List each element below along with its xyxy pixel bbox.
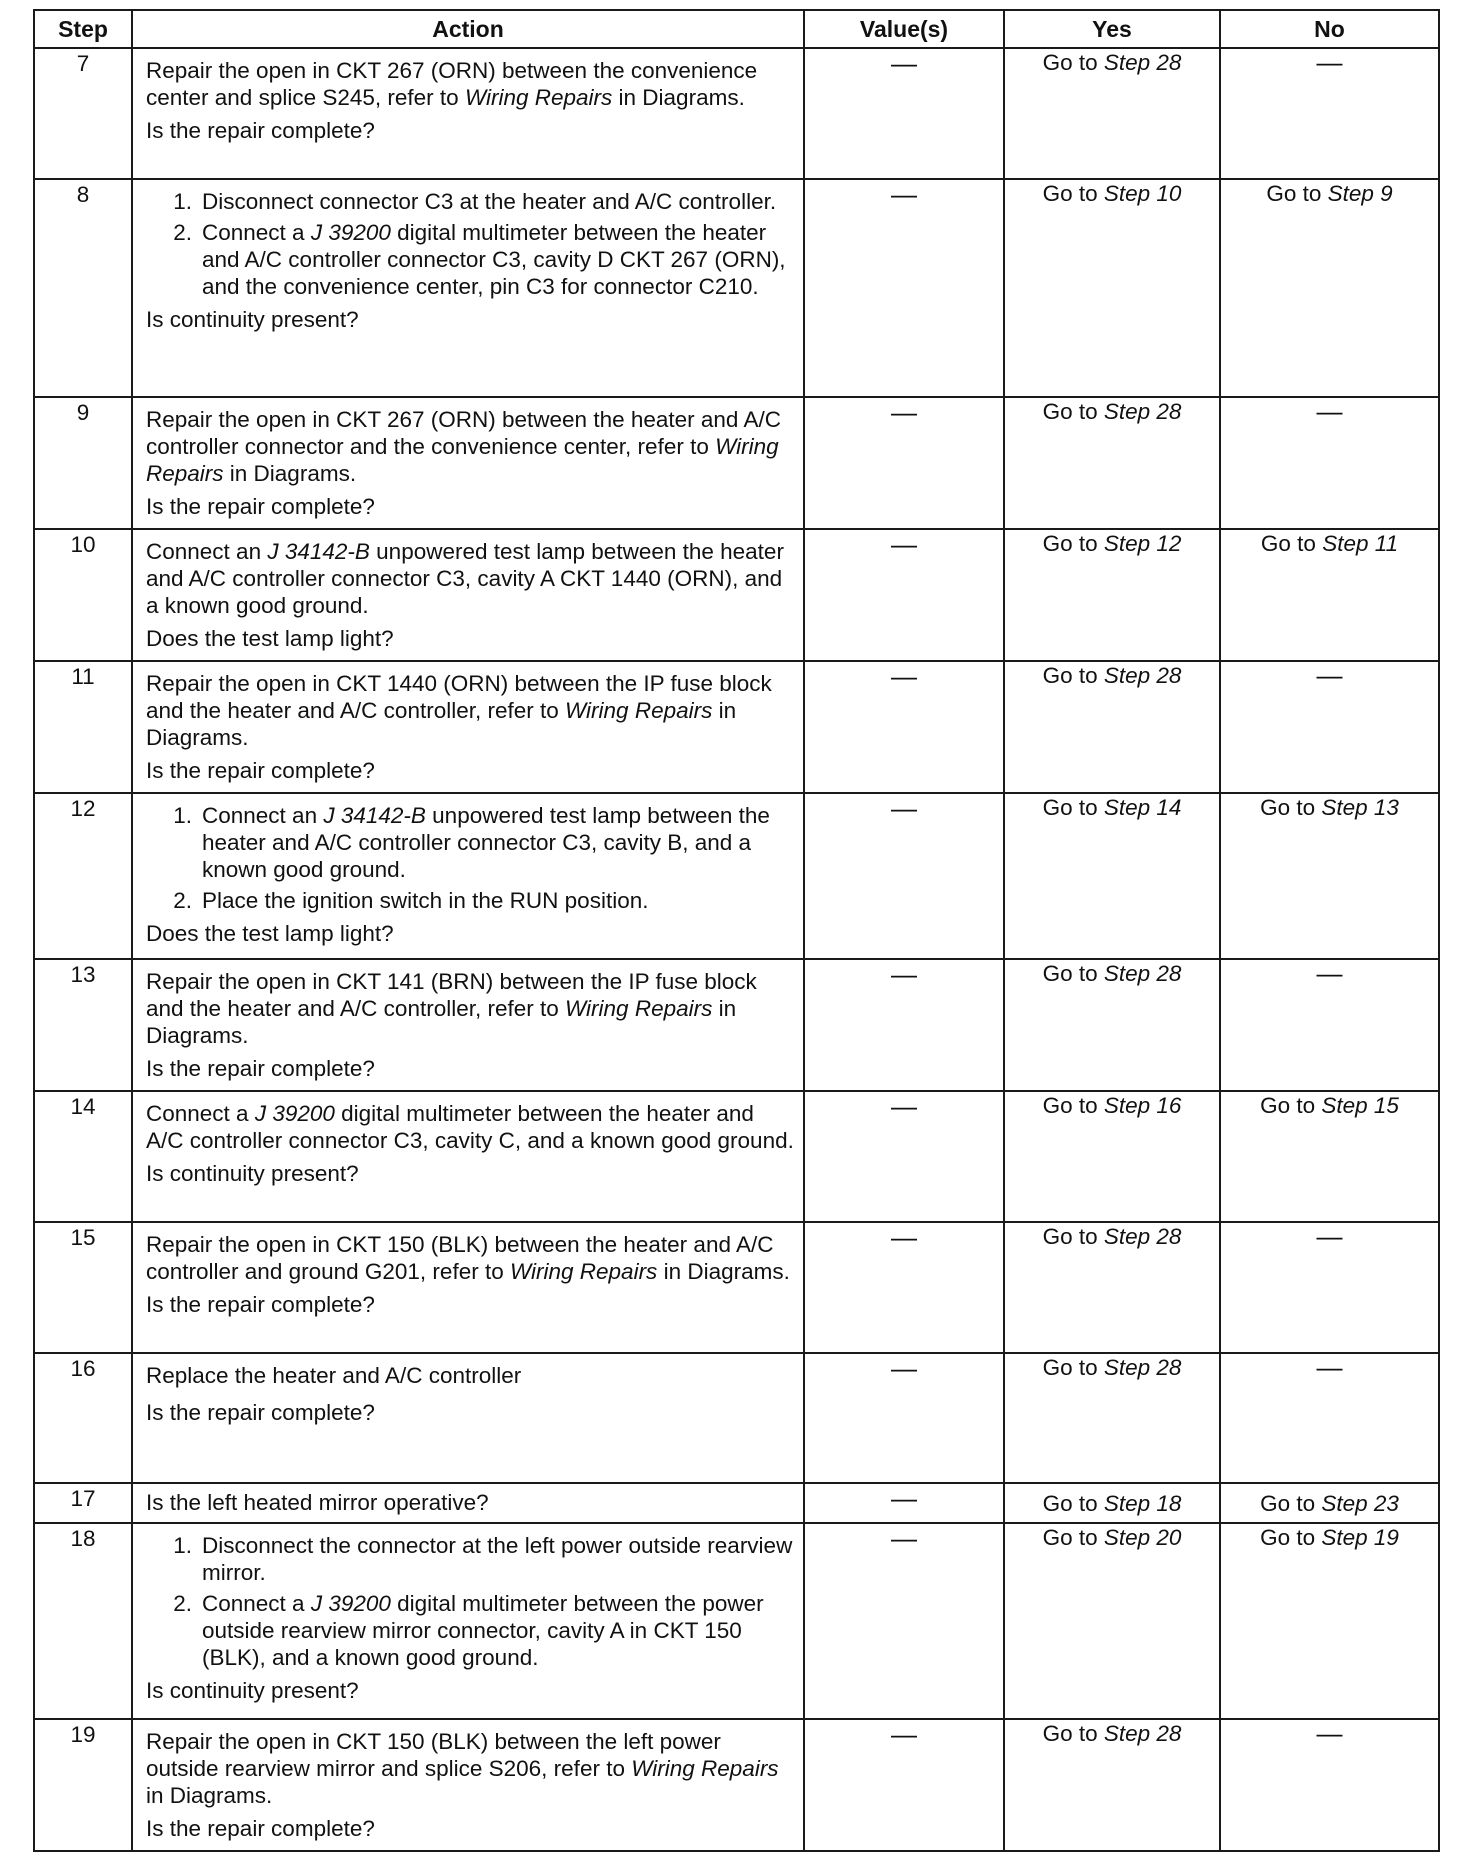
list-item: 1. Disconnect the connector at the left power outside rearview mirror. [173,1533,793,1585]
value-cell: — [804,529,1004,661]
action-question: Is continuity present? [146,1678,359,1703]
action-cell [132,1523,804,1719]
yes-cell [1004,959,1220,1091]
action-cell [132,1483,804,1523]
no-goto: Go to Step 13 [1260,795,1399,820]
value-cell: — [804,1353,1004,1483]
action-question: Is the repair complete? [146,1056,375,1081]
action-question: Is the repair complete? [146,118,375,143]
action-question: Is the repair complete? [146,758,375,783]
no-cell [1220,793,1439,959]
no-cell [1220,1719,1439,1851]
table-row [34,1523,1439,1719]
action-question: Is continuity present? [146,1161,359,1186]
value-cell: — [804,1523,1004,1719]
value-cell: — [804,1222,1004,1353]
action-cell [132,1091,804,1222]
action-text: Connect an J 34142-B unpowered test lamp between the heater and A/C controller connector C3, cavity A CKT 1440 (ORN), and a known good ground. [146,539,784,618]
yes-cell [1004,48,1220,179]
step-number: 8 [34,179,132,397]
action-text: Replace the heater and A/C controller [146,1363,522,1388]
no-cell [1220,1483,1439,1523]
action-cell [132,1719,804,1851]
action-cell [132,179,804,397]
action-cell [132,959,804,1091]
step-number: 9 [34,397,132,529]
action-text: Repair the open in CKT 141 (BRN) between the IP fuse block and the heater and A/C controller, refer to Wiring Repairs in Diagrams. [146,969,757,1048]
yes-cell [1004,1523,1220,1719]
step-number: 10 [34,529,132,661]
no-cell [1220,179,1439,397]
header-no: No [1220,10,1439,48]
action-cell [132,529,804,661]
action-question: Is the left heated mirror operative? [146,1490,489,1515]
value-cell: — [804,793,1004,959]
action-text: Repair the open in CKT 267 (ORN) between the heater and A/C controller connector and the convenience center, refer to Wiring Repairs in Diagrams. [146,407,781,486]
no-goto: Go to Step 23 [1260,1490,1399,1516]
action-text: Repair the open in CKT 150 (BLK) between the heater and A/C controller and ground G201, refer to Wiring Repairs in Diagrams. [146,1232,790,1284]
action-list [146,188,795,300]
action-question: Does the test lamp light? [146,921,394,946]
no-cell [1220,529,1439,661]
table-row [34,179,1439,397]
no-cell [1220,1222,1439,1353]
action-list [146,1532,795,1671]
table-row [34,48,1439,179]
step-number: 19 [34,1719,132,1851]
list-item: 1. Disconnect connector C3 at the heater and A/C controller. [173,189,777,214]
yes-cell [1004,1091,1220,1222]
list-item: 1. Connect an J 34142-B unpowered test lamp between the heater and A/C controller connector C3, cavity B, and a known good ground. [173,803,770,882]
step-number: 16 [34,1353,132,1483]
action-question: Is the repair complete? [146,1816,375,1841]
no-dash: — [1316,47,1343,77]
no-cell [1220,959,1439,1091]
action-question: Is the repair complete? [146,1292,375,1317]
no-dash: — [1316,1221,1343,1251]
yes-goto: Go to Step 20 [1042,1525,1182,1550]
yes-cell [1004,529,1220,661]
value-cell: — [804,179,1004,397]
yes-goto: Go to Step 28 [1042,1721,1182,1746]
step-number: 7 [34,48,132,179]
header-yes: Yes [1004,10,1220,48]
no-dash: — [1316,958,1343,988]
yes-cell [1004,179,1220,397]
no-dash: — [1316,660,1343,690]
action-question: Does the test lamp light? [146,626,394,651]
no-cell [1220,397,1439,529]
header-row [34,10,1439,48]
action-cell [132,793,804,959]
value-cell: — [804,1719,1004,1851]
table-row [34,529,1439,661]
no-cell [1220,48,1439,179]
action-cell [132,1353,804,1483]
action-question: Is the repair complete? [146,494,375,519]
table-row [34,1483,1439,1523]
step-number: 17 [34,1483,132,1523]
action-list [146,802,795,914]
step-number: 15 [34,1222,132,1353]
action-text: Repair the open in CKT 267 (ORN) between the convenience center and splice S245, refer to Wiring Repairs in Diagrams. [146,58,758,110]
action-cell [132,397,804,529]
table-row [34,959,1439,1091]
step-number: 13 [34,959,132,1091]
step-number: 12 [34,793,132,959]
yes-cell [1004,793,1220,959]
step-number: 18 [34,1523,132,1719]
table-row [34,397,1439,529]
list-item: 2. Connect a J 39200 digital multimeter between the power outside rearview mirror connector, cavity A in CKT 150 (BLK), and a known good ground. [173,1591,764,1670]
yes-goto: Go to Step 28 [1042,399,1182,424]
yes-goto: Go to Step 16 [1042,1093,1182,1118]
action-text: Connect a J 39200 digital multimeter between the heater and A/C controller connector C3, cavity C, and a known good ground. [146,1101,794,1153]
no-cell [1220,1091,1439,1222]
table-row [34,1719,1439,1851]
yes-cell [1004,1353,1220,1483]
table-row [34,661,1439,793]
value-cell: — [804,1091,1004,1222]
step-number: 11 [34,661,132,793]
diagnostic-table [33,9,1440,1852]
header-action: Action [132,10,804,48]
value-cell: — [804,397,1004,529]
yes-goto: Go to Step 28 [1042,1224,1182,1249]
value-cell: — [804,661,1004,793]
no-dash: — [1316,1718,1343,1748]
action-question: Is continuity present? [146,307,359,332]
yes-cell [1004,1222,1220,1353]
no-goto: Go to Step 9 [1266,181,1393,206]
action-text: Repair the open in CKT 1440 (ORN) between the IP fuse block and the heater and A/C controller, refer to Wiring Repairs in Diagrams. [146,671,772,750]
list-item: 2. Connect a J 39200 digital multimeter between the heater and A/C controller connector C3, cavity D CKT 267 (ORN), and the convenience center, pin C3 for connector C210. [173,220,786,299]
table-row [34,793,1439,959]
value-cell: — [804,959,1004,1091]
no-dash: — [1316,1352,1343,1382]
table-row [34,1222,1439,1353]
no-cell [1220,661,1439,793]
yes-cell [1004,397,1220,529]
yes-cell [1004,1719,1220,1851]
header-step: Step [34,10,132,48]
yes-cell [1004,661,1220,793]
table-row [34,1091,1439,1222]
no-cell [1220,1523,1439,1719]
no-dash: — [1316,396,1343,426]
yes-goto: Go to Step 28 [1042,50,1182,75]
yes-goto: Go to Step 10 [1042,181,1182,206]
no-goto: Go to Step 15 [1260,1093,1399,1118]
action-cell [132,48,804,179]
yes-goto: Go to Step 14 [1042,795,1182,820]
action-question: Is the repair complete? [146,1400,375,1425]
step-number: 14 [34,1091,132,1222]
yes-goto: Go to Step 28 [1042,961,1182,986]
no-goto: Go to Step 11 [1260,531,1399,556]
no-cell [1220,1353,1439,1483]
table-row [34,1353,1439,1483]
no-goto: Go to Step 19 [1260,1525,1399,1550]
action-text: Repair the open in CKT 150 (BLK) between the left power outside rearview mirror and splice S206, refer to Wiring Repairs in Diagrams. [146,1729,779,1808]
yes-goto: Go to Step 28 [1042,663,1182,688]
yes-goto: Go to Step 12 [1042,531,1182,556]
header-values: Value(s) [804,10,1004,48]
value-cell: — [804,1483,1004,1523]
value-cell: — [804,48,1004,179]
yes-cell [1004,1483,1220,1523]
list-item: 2. Place the ignition switch in the RUN position. [173,888,649,913]
action-cell [132,1222,804,1353]
yes-goto: Go to Step 18 [1042,1490,1182,1516]
yes-goto: Go to Step 28 [1042,1355,1182,1380]
action-cell [132,661,804,793]
